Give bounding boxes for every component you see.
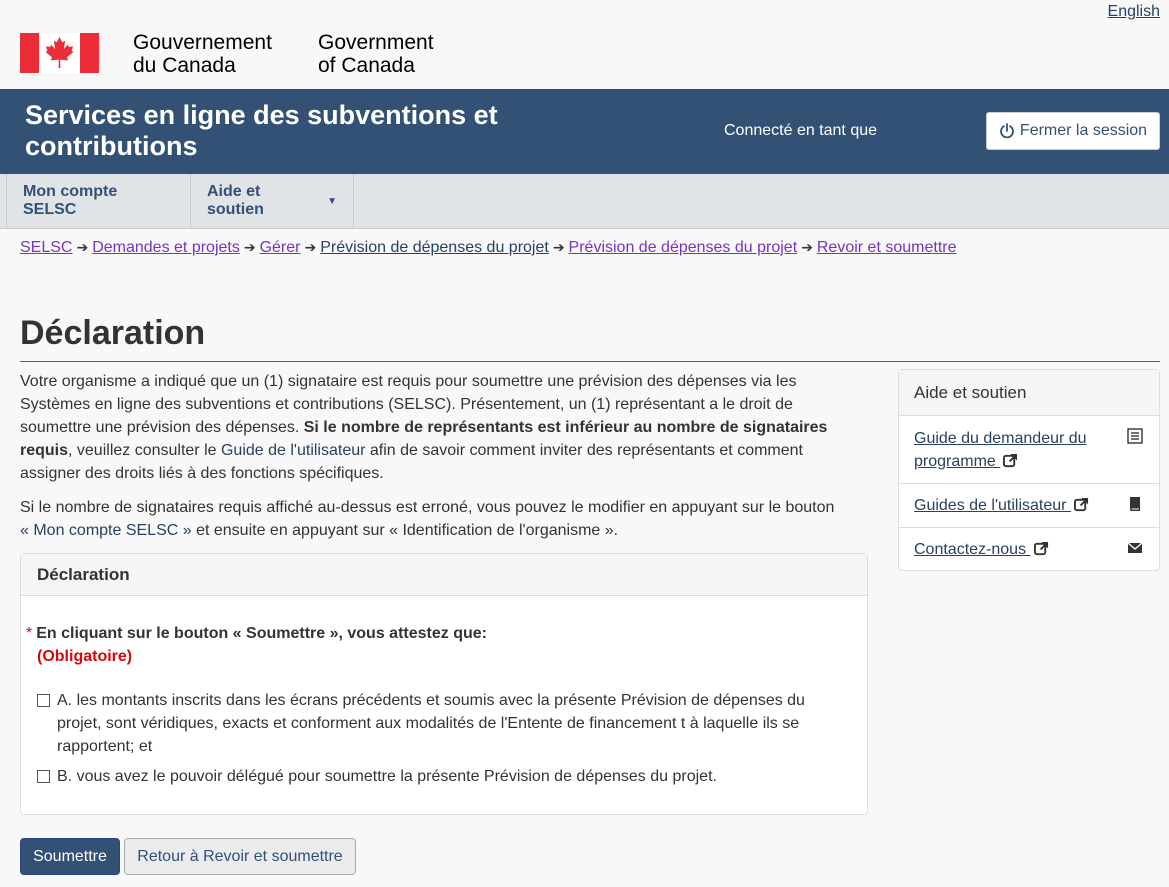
arrow-right-icon: ➔: [801, 239, 813, 255]
external-link-icon: [1034, 541, 1049, 556]
signature-fr-line1: Gouvernement: [133, 31, 272, 54]
menu-item-mon-compte[interactable]: [6, 174, 191, 228]
menu-item-label: Mon compte SELSC: [23, 183, 118, 218]
connected-as-label: Connecté en tant que: [724, 122, 878, 139]
sidebar-item-contactez-nous: [899, 528, 1159, 572]
breadcrumb-link-prevision-1[interactable]: Prévision de dépenses du projet: [320, 239, 549, 256]
intro-paragraph-2: Si le nombre de signataires requis affiché au-dessus est erroné, vous pouvez le modifier en appuyant sur le bouton « Mon compte SELSC » et ensuite en appuyant sur « Identification de l'organisme ».: [20, 499, 835, 539]
help-support-sidebar: [898, 369, 1160, 571]
checkbox-row-b[interactable]: [37, 765, 717, 788]
book-icon: [1127, 496, 1143, 512]
checkbox-b-label: B. vous avez le pouvoir délégué pour soumettre la présente Prévision de dépenses du projet.: [57, 768, 717, 785]
main-menu: [0, 174, 1169, 229]
logout-button[interactable]: [986, 112, 1160, 150]
mon-compte-link[interactable]: « Mon compte SELSC »: [20, 522, 192, 539]
signature-fr: [133, 31, 272, 77]
signature-en-line2: of Canada: [318, 54, 415, 77]
breadcrumb-link-prevision-2[interactable]: Prévision de dépenses du projet: [568, 239, 798, 256]
chevron-down-icon: ▼: [327, 195, 337, 207]
breadcrumb-link-selsc[interactable]: SELSC: [20, 239, 73, 256]
required-label: (Obligatoire): [37, 648, 133, 665]
required-asterisk: *: [26, 625, 33, 642]
app-title: Services en ligne des subventions et contributions: [25, 100, 498, 161]
menu-item-aide-soutien[interactable]: [191, 174, 354, 228]
checkbox-a[interactable]: [37, 694, 50, 707]
breadcrumb-link-revoir[interactable]: Revoir et soumettre: [816, 239, 957, 256]
back-button[interactable]: Retour à Revoir et soumettre: [124, 838, 356, 875]
signature-en: [318, 31, 434, 77]
submit-button[interactable]: Soumettre: [20, 838, 120, 875]
checkbox-a-label: A. les montants inscrits dans les écrans précédents et soumis avec la présente Prévision de dépenses du projet, sont véridiques, exacts et conforment aux modalités de l'Entente de financement t à laquelle ils se rapportent; et: [57, 692, 805, 755]
language-toggle-link[interactable]: English: [1107, 3, 1160, 20]
external-link-icon: [1003, 453, 1018, 468]
arrow-right-icon: ➔: [76, 239, 89, 255]
checkbox-row-a[interactable]: [37, 689, 827, 758]
declaration-panel: [20, 553, 868, 815]
menu-item-label: Aide et soutien: [207, 183, 264, 218]
arrow-right-icon: ➔: [304, 239, 317, 255]
user-guide-link[interactable]: Guide de l'utilisateur: [220, 442, 366, 459]
guides-utilisateur-link[interactable]: Guides de l'utilisateur: [914, 497, 1089, 514]
external-link-icon: [1074, 497, 1089, 512]
guide-demandeur-link[interactable]: Guide du demandeur du programme: [914, 430, 1087, 470]
power-icon: [999, 123, 1015, 139]
canada-flag-icon: [20, 33, 99, 73]
envelope-icon: [1127, 540, 1143, 556]
arrow-right-icon: ➔: [552, 239, 565, 255]
breadcrumb: [20, 239, 956, 257]
signature-en-line1: Government: [318, 31, 434, 54]
logout-label: Fermer la session: [1019, 122, 1148, 139]
gc-header: [0, 0, 1169, 89]
intro-paragraph-1: Votre organisme a indiqué que un (1) signataire est requis pour soumettre une prévision des dépenses via les Systèmes en ligne des subventions et contributions (SELSC). Présentement, un (1) représentant a le droit de soumettre une prévision des dépenses. Si le nombre de représentants est inférieur au nombre de signataires requis, veuillez consulter le Guide de l'utilisateur afin de savoir comment inviter des représentants et comment assigner des droits liés à des fonctions spécifiques.: [20, 373, 828, 482]
page-title: Déclaration: [20, 314, 206, 352]
breadcrumb-link-gerer[interactable]: Gérer: [259, 239, 301, 256]
intro-bold: Si le nombre de représentants est inférieur au nombre de signataires requis: [20, 419, 828, 459]
signature-fr-line2: du Canada: [133, 54, 236, 77]
app-bar: [0, 89, 1169, 174]
sidebar-heading: Aide et soutien: [899, 370, 1159, 416]
sidebar-item-guide-demandeur: [899, 416, 1159, 484]
contactez-nous-link[interactable]: Contactez-nous: [914, 541, 1049, 558]
breadcrumb-link-demandes[interactable]: Demandes et projets: [92, 239, 240, 256]
attestation-question: * En cliquant sur le bouton « Soumettre », vous attestez que: (Obligatoire): [26, 622, 487, 668]
arrow-right-icon: ➔: [243, 239, 256, 255]
panel-heading: Déclaration: [21, 554, 867, 596]
intro-text: [20, 370, 840, 553]
title-divider: [20, 361, 1160, 362]
sidebar-item-guides-utilisateur: [899, 484, 1159, 528]
list-icon: [1127, 428, 1143, 444]
checkbox-b[interactable]: [37, 770, 50, 783]
